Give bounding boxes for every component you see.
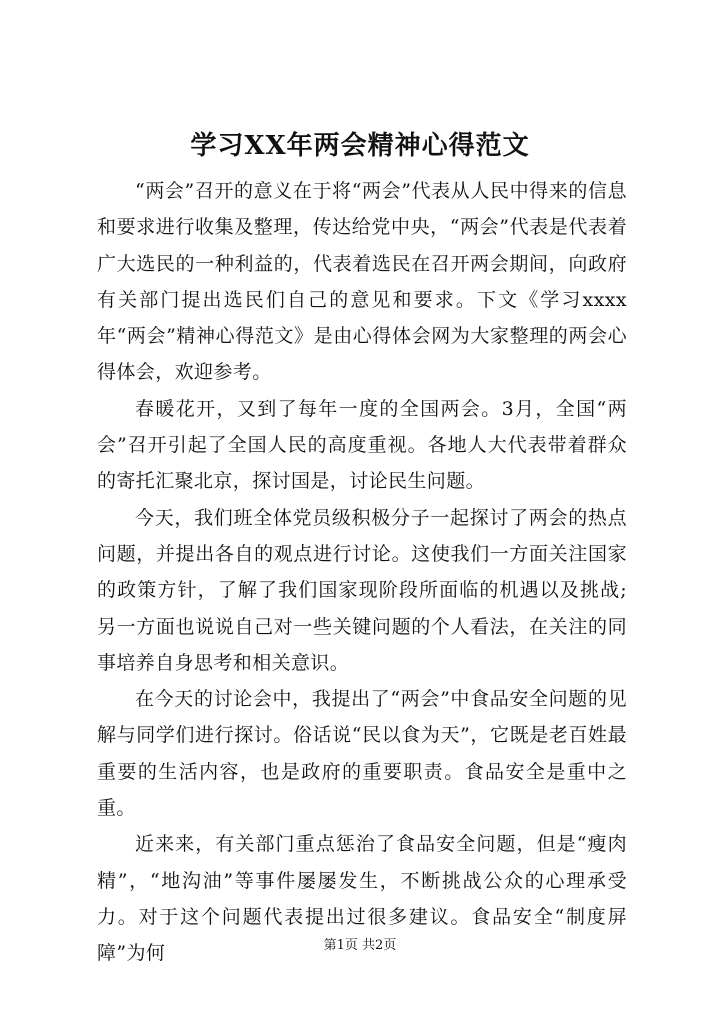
paragraph-1: “两会”召开的意义在于将“两会”代表从人民中得来的信息和要求进行收集及整理，传达给党中央，“两会”代表是代表着广大选民的一种利益的，代表着选民在召开两会期间，向政府有关部门提出选民们自己的意见和要求。下文《学习xxxx年“两会”精神心得范文》是由心得体会网为大家整理的两会心得体会，欢迎参考。 xyxy=(97,180,627,384)
paragraph-5: 近来来，有关部门重点惩治了食品安全问题，但是“瘦肉精”，“地沟油”等事件屡屡发生，不断挑战公众的心理承受力。对于这个问题代表提出过很多建议。食品安全“制度屏障”为何 xyxy=(97,833,627,965)
document-body xyxy=(97,173,627,972)
paragraph-4: 在今天的讨论会中，我提出了“两会”中食品安全问题的见解与同学们进行探讨。俗话说“民以食为天”，它既是老百姓最重要的生活内容，也是政府的重要职责。食品安全是重中之重。 xyxy=(97,688,627,820)
paragraph-2: 春暖花开，又到了每年一度的全国两会。3月，全国“两会”召开引起了全国人民的高度重视。各地人大代表带着群众的寄托汇聚北京，探讨国是，讨论民生问题。 xyxy=(97,397,627,493)
paragraph-3: 今天，我们班全体党员级积极分子一起探讨了两会的热点问题，并提出各自的观点进行讨论。这使我们一方面关注国家的政策方针，了解了我们国家现阶段所面临的机遇以及挑战;另一方面也说说自己对一些关键问题的个人看法，在关注的同事培养自身思考和相关意识。 xyxy=(97,506,627,674)
page-footer: 第1页 共2页 xyxy=(323,938,397,953)
document-title: 学习XX年两会精神心得范文 xyxy=(190,131,530,161)
